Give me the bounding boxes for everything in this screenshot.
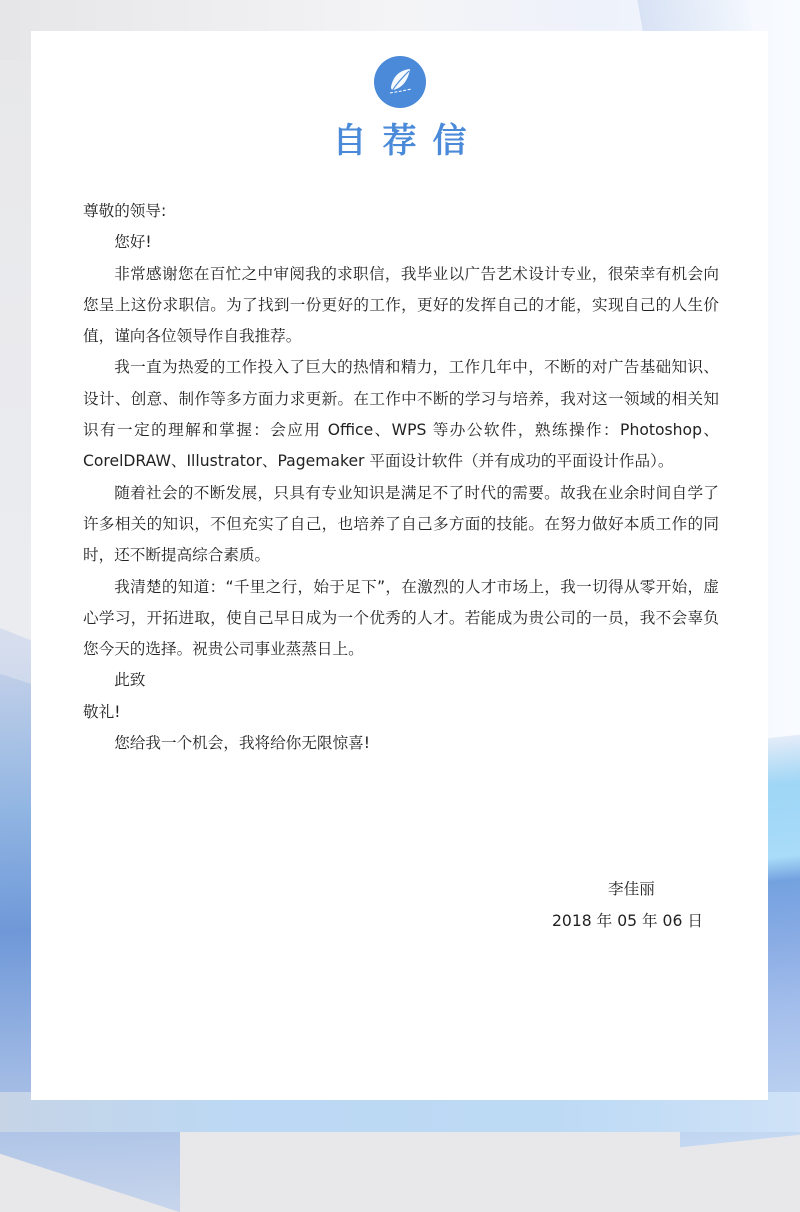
paragraph: 我清楚的知道：“千里之行，始于足下”，在激烈的人才市场上，我一切得从零开始，虚心学习，开拓进取，使自己早日成为一个优秀的人才。若能成为贵公司的一员，我不会辜负您今天的选择。祝贵公司事业蒸蒸日上。 [83, 577, 719, 659]
letter-body [83, 196, 719, 759]
paragraph: 随着社会的不断发展，只具有专业知识是满足不了时代的需要。故我在业余时间自学了许多相关的知识，不但充实了自己，也培养了自己多方面的技能。在努力做好本质工作的同时，还不断提高综合素质。 [83, 483, 719, 565]
paragraph: 非常感谢您在百忙之中审阅我的求职信，我毕业以广告艺术设计专业，很荣幸有机会向您呈上这份求职信。为了找到一份更好的工作，更好的发挥自己的才能，实现自己的人生价值，谨向各位领导作自我推荐。 [83, 264, 719, 346]
logo-badge [374, 56, 426, 108]
closing-phrase: 此致 [114, 671, 146, 690]
signature-date: 2018 年 05 年 06 日 [552, 912, 703, 930]
paragraph: 我一直为热爱的工作投入了巨大的热情和精力，工作几年中，不断的对广告基础知识、设计、创意、制作等多方面力求更新。在工作中不断的学习与培养，我对这一领域的相关知识有一定的理解和掌握：会应用 Office、WPS 等办公软件，熟练操作：Photoshop、CorelDRAW、Illustrator、Pagemaker 平面设计软件（并有成功的平面设计作品）。 [83, 358, 719, 471]
greeting: 您好! [114, 233, 152, 252]
postscript: 您给我一个机会，我将给你无限惊喜! [114, 734, 370, 753]
feather-quill-icon [383, 65, 417, 99]
salutation: 尊敬的领导: [83, 202, 167, 220]
page-title: 自荐信 [332, 121, 483, 161]
letter-page [31, 31, 768, 1100]
closing-salute: 敬礼! [83, 702, 121, 721]
signature-name: 李佳丽 [608, 880, 655, 898]
